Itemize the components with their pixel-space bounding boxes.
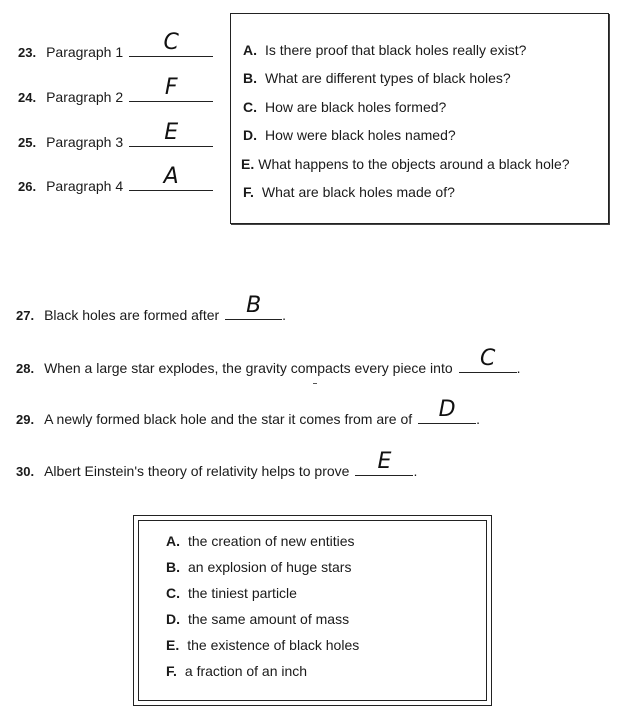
option-c (166, 585, 297, 601)
fill-in-options-box (133, 515, 492, 706)
option-text: What happens to the objects around a black hole? (258, 156, 570, 172)
option-text: the creation of new entities (188, 533, 355, 549)
option-letter: E. (241, 156, 255, 172)
question-label: Paragraph 3 (46, 134, 124, 150)
handwritten-answer: C (479, 346, 496, 371)
question-number: 25. (18, 135, 37, 150)
question-end: . (516, 360, 521, 376)
option-letter: A. (166, 533, 180, 549)
option-b (166, 559, 351, 575)
option-text: the tiniest particle (188, 585, 297, 601)
question-number: 27. (16, 308, 35, 323)
option-e (166, 637, 359, 653)
option-letter: C. (166, 585, 180, 601)
question-25 (18, 120, 213, 150)
option-letter: D. (166, 611, 180, 627)
question-number: 26. (18, 179, 37, 194)
option-d (166, 611, 349, 627)
option-text: How were black holes named? (265, 127, 456, 143)
question-text: Albert Einstein's theory of relativity helps to prove (44, 463, 350, 479)
matching-options-box (230, 13, 609, 224)
answer-blank[interactable] (418, 397, 476, 424)
question-number: 30. (16, 464, 35, 479)
option-f (243, 184, 455, 200)
question-28 (16, 346, 521, 376)
option-letter: D. (243, 127, 257, 143)
option-text: the existence of black holes (187, 637, 360, 653)
handwritten-answer: A (163, 164, 179, 189)
option-letter: F. (243, 184, 254, 200)
answer-blank[interactable] (129, 30, 213, 57)
question-number: 24. (18, 90, 37, 105)
option-c (243, 99, 446, 115)
answer-blank[interactable] (225, 293, 282, 320)
question-label: Paragraph 4 (46, 178, 124, 194)
option-letter: B. (166, 559, 180, 575)
question-number: 29. (16, 412, 35, 427)
question-24 (18, 75, 213, 105)
handwritten-answer: E (377, 449, 392, 474)
question-end: . (413, 463, 418, 479)
question-text: Black holes are formed after (44, 307, 220, 323)
option-f (166, 663, 307, 679)
option-text: an explosion of huge stars (188, 559, 352, 575)
handwritten-answer: D (438, 397, 456, 422)
question-number: 23. (18, 45, 37, 60)
option-d (243, 127, 456, 143)
option-letter: B. (243, 70, 257, 86)
option-letter: A. (243, 42, 257, 58)
option-letter: E. (166, 637, 180, 653)
answer-blank[interactable] (129, 75, 213, 102)
question-end: . (476, 411, 481, 427)
answer-blank[interactable] (459, 346, 517, 373)
answer-blank[interactable] (129, 164, 213, 191)
question-text: When a large star explodes, the gravity compacts every piece into (44, 360, 453, 376)
question-end: . (282, 307, 287, 323)
option-letter: C. (243, 99, 257, 115)
option-text: the same amount of mass (188, 611, 350, 627)
option-letter: F. (166, 663, 177, 679)
option-b (243, 70, 511, 86)
stray-mark (313, 383, 317, 384)
question-text: A newly formed black hole and the star it comes from are of (44, 411, 413, 427)
answer-blank[interactable] (355, 449, 413, 476)
handwritten-answer: F (164, 75, 178, 100)
option-a (166, 533, 355, 549)
option-text: What are black holes made of? (261, 184, 455, 200)
question-number: 28. (16, 361, 35, 376)
handwritten-answer: B (246, 293, 262, 318)
question-29 (16, 397, 481, 427)
question-30 (16, 449, 418, 479)
answer-blank[interactable] (129, 120, 213, 147)
handwritten-answer: E (164, 120, 179, 145)
option-text: Is there proof that black holes really exist? (265, 42, 527, 58)
question-27 (16, 293, 287, 323)
option-a (243, 42, 526, 58)
option-text: What are different types of black holes? (265, 70, 511, 86)
question-label: Paragraph 1 (46, 44, 124, 60)
question-label: Paragraph 2 (46, 89, 124, 105)
option-text: How are black holes formed? (265, 99, 447, 115)
option-text: a fraction of an inch (184, 663, 308, 679)
question-23 (18, 30, 213, 60)
handwritten-answer: C (163, 30, 179, 55)
option-e (241, 156, 570, 172)
question-26 (18, 164, 213, 194)
